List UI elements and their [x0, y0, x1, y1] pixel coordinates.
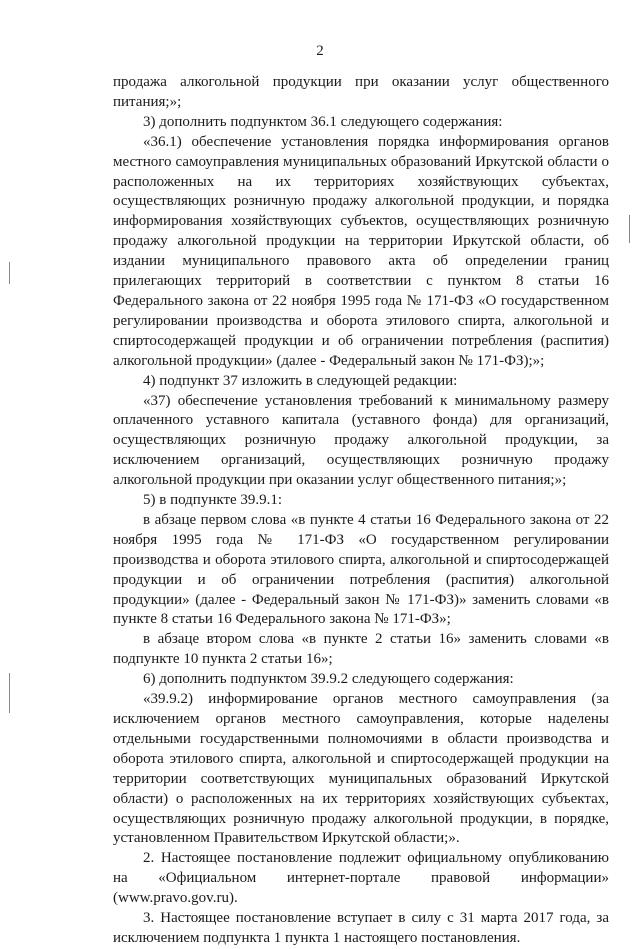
margin-mark: [9, 262, 10, 284]
paragraph: «39.9.2) информирование органов местного самоуправления (за исключением органов местного самоуправления, которые наделены отдельными государственными полномочиями в области производства и оборота этилового спирта, алкогольной и спиртосодержащей продукции на территории соответствующих муниципальных образований Иркутской области) о расположенных на их территориях хозяйствующих субъектах, осуществляющих розничную продажу алкогольной продукции, в порядке, установленном Правительством Иркутской области;».: [113, 691, 609, 847]
paragraph: 3) дополнить подпунктом 36.1 следующего содержания:: [143, 113, 503, 130]
paragraph: «36.1) обеспечение установления порядка информирования органов местного самоуправления муниципальных образований Иркутской области о расположенных на их территориях хозяйствующих субъектах, осуществляющих розничную продажу алкогольной продукции, и порядка информирования хозяйствующих субъектов, осуществляющих розничную продажу алкогольной продукции на территории Иркутской области, об издании муниципального правового акта об определении границ прилегающих территорий в соответствии с пунктом 8 статьи 16 Федерального закона от 22 ноября 1995 года № 171-ФЗ «О государственном регулировании производства и оборота этилового спирта, алкогольной и спиртосодержащей продукции и об ограничении потребления (распития) алкогольной продукции» (далее - Федеральный закон № 171-ФЗ);»;: [113, 133, 609, 369]
paragraph: 3. Настоящее постановление вступает в силу с 31 марта 2017 года, за исключением подпункта 1 пункта 1 настоящего постановления.: [113, 910, 609, 946]
margin-mark: [9, 673, 10, 713]
page-number: 2: [316, 43, 324, 59]
paragraph: в абзаце втором слова «в пункте 2 статьи 16» заменить словами «в подпункте 10 пункта 2 статьи 16»;: [113, 631, 609, 668]
paragraph: 4) подпункт 37 изложить в следующей редакции:: [143, 372, 458, 389]
paragraph: 2. Настоящее постановление подлежит официальному опубликованию на «Официальном интернет-портале правовой информации» (www.pravo.gov.ru).: [113, 850, 609, 907]
paragraph: 5) в подпункте 39.9.1:: [143, 492, 283, 509]
paragraph: продажа алкогольной продукции при оказании услуг общественного питания;»;: [113, 74, 609, 110]
paragraph: 6) дополнить подпунктом 39.9.2 следующего содержания:: [143, 671, 514, 688]
margin-mark: [629, 215, 630, 243]
document-body: [113, 73, 609, 949]
paragraph: в абзаце первом слова «в пункте 4 статьи 16 Федерального закона от 22 ноября 1995 года № 171-ФЗ «О государственном регулировании производства и оборота этилового спирта, алкогольной и спиртосодержащей продукции и об ограничении потребления (распития) алкогольной продукции» (далее - Федеральный закон № 171-ФЗ)» заменить словами «в пункте 8 статьи 16 Федерального закона № 171-ФЗ»;: [113, 511, 609, 628]
paragraph: «37) обеспечение установления требований к минимальному размеру оплаченного уставного капитала (уставного фонда) для организаций, осуществляющих розничную продажу алкогольной продукции, за исключением организаций, осуществляющих розничную продажу алкогольной продукции при оказании услуг общественного питания;»;: [113, 392, 609, 489]
